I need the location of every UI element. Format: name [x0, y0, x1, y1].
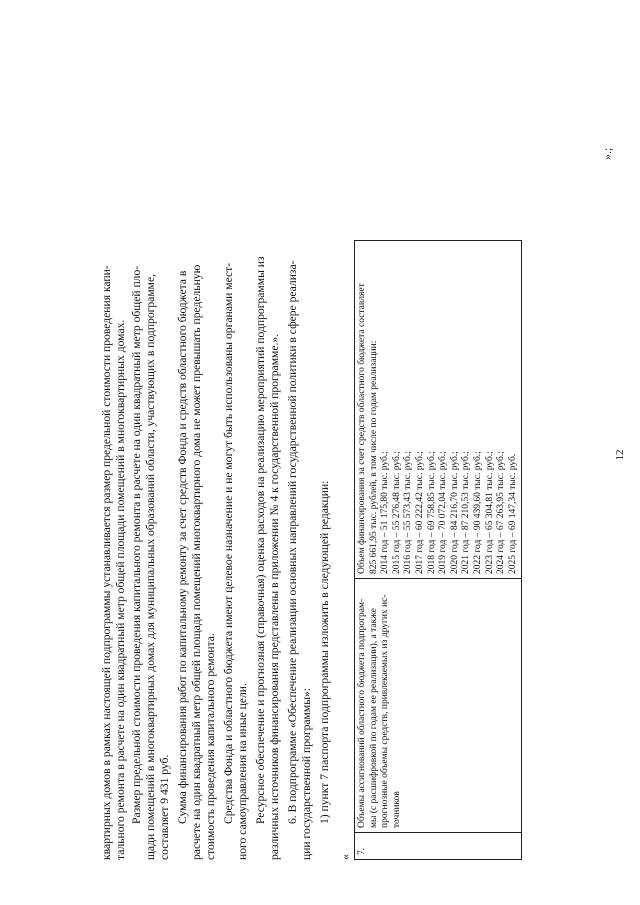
label-line: мы (с расшифровкой по годам ее реализации), а также: [368, 608, 379, 828]
text-line: квартирных домов в рамках настоящей подпрограммы устанавливается размер предельной стоимости проведения капи-: [100, 265, 113, 860]
row-number: 7.: [355, 833, 522, 860]
text-line: Размер предельной стоимости проведения капитального ремонта в расчете на один квадратный метр общей пло-: [130, 265, 143, 824]
value-line: 2021 год – 87 210,53 тыс. руб.;: [461, 451, 472, 574]
text-line: стоимость проведения капитального ремонта.: [204, 633, 217, 860]
value-line: 2016 год – 55 573,43 тыс. руб.;: [403, 451, 414, 574]
paragraph-3: [176, 60, 218, 860]
passport-table: [354, 240, 522, 860]
closing-quote: ».;: [600, 147, 614, 160]
value-line: 2020 год – 84 216,70 тыс. руб.;: [449, 451, 460, 574]
value-line: 2014 год – 51 175,80 тыс. руб.;: [380, 451, 391, 574]
text-line: 1) пункт 7 паспорта подпрограммы изложить в следующей редакции:: [318, 480, 331, 824]
text-line: расчете на один квадратный метр общей площади помещений многоквартирного дома не может превышать предельную: [190, 264, 203, 860]
paragraph-5: [254, 60, 282, 860]
text-line: тального ремонта в расчете на один квадратный метр общей площади помещений в многоквартирных домах.: [114, 319, 127, 860]
row-label-cell: [355, 579, 522, 833]
text-line: щади помещений в многоквартирных домах для муниципальных образований области, участвующих в подпрограмме,: [144, 273, 157, 860]
paragraph-7: [318, 60, 332, 860]
page-number: 12: [614, 449, 626, 461]
text-line: Средства Фонда и областного бюджета имеют целевое назначение и не могут быть использованы органами мест-: [222, 262, 235, 824]
paragraph-2: [130, 60, 172, 860]
label-line: Объемы ассигнований областного бюджета подпрограм-: [357, 598, 367, 828]
label-line: прогнозные объемы средств, привлекаемых из других ис-: [380, 594, 391, 828]
value-line: 2024 год – 67 263,95 тыс. руб.;: [496, 451, 507, 574]
paragraph-1: [100, 60, 128, 860]
value-line: 825 661,95 тыс. рублей, в том числе по годам реализации:: [368, 340, 379, 574]
text-line: Сумма финансирования работ по капитальному ремонту за счет средств Фонда и средств областного бюджета в: [176, 270, 189, 824]
value-line: 2018 год – 69 758,85 тыс. руб.;: [426, 451, 437, 574]
row-value-cell: [355, 241, 522, 579]
value-line: 2022 год – 90 439,60 тыс. руб.;: [472, 451, 483, 574]
label-line: точников: [391, 791, 402, 828]
value-line: Объем финансирования за счет средств областного бюджета составляет: [357, 283, 367, 574]
value-line: 2019 год – 70 072,04 тыс. руб.;: [438, 451, 449, 574]
paragraph-4: [222, 60, 250, 860]
opening-quote: «: [338, 854, 352, 860]
value-line: 2025 год – 69 147,34 тыс. руб.: [507, 453, 518, 574]
text-line: составляет 9 431 руб.: [158, 754, 171, 860]
rotated-content: [100, 60, 640, 860]
text-line: различных источников финансирования представлены в приложении № 4 к государственной программе.».: [268, 333, 281, 860]
text-line: ции государственной программы»:: [300, 687, 313, 860]
value-line: 2017 год – 60 222,42 тыс. руб.;: [414, 451, 425, 574]
value-line: 2015 год – 55 276,48 тыс. руб.;: [391, 451, 402, 574]
value-line: 2023 год – 65 304,81 тыс. руб.;: [484, 451, 495, 574]
text-line: ного самоуправления на иные цели.: [236, 683, 249, 860]
paragraph-6: [286, 60, 314, 860]
text-line: Ресурсное обеспечение и прогнозная (справочная) оценка расходов на реализацию мероприятий подпрограммы из: [254, 256, 267, 824]
text-line: 6. В подпрограмме «Обеспечение реализации основных направлений государственной политики в сфере реализа-: [286, 260, 299, 824]
table-row: [355, 241, 522, 860]
